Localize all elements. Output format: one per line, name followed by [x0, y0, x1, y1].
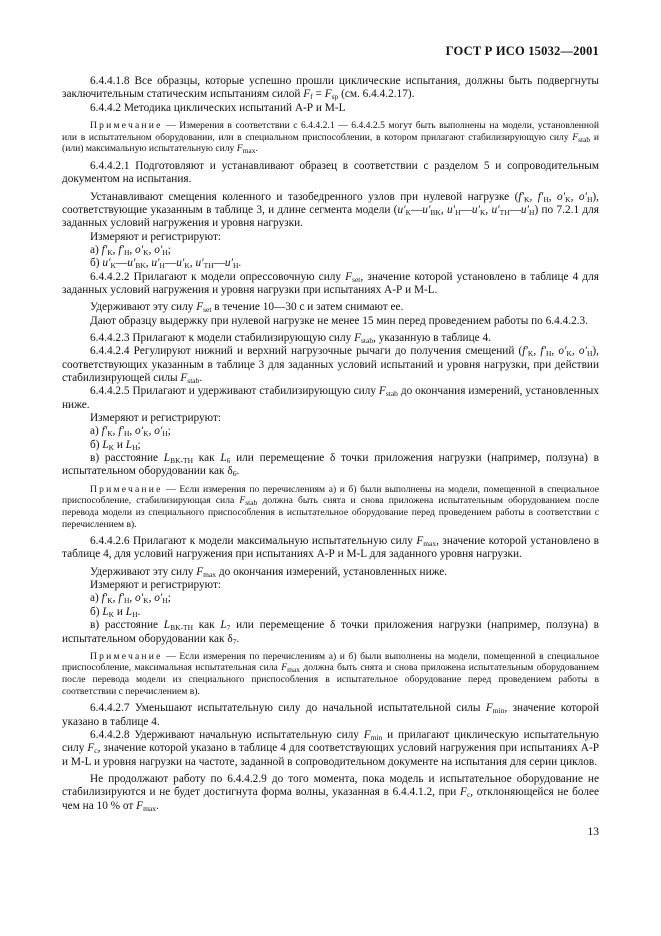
paragraph-hold-max: Удерживают эту силу $F_{max}$ до окончания измерений, установленных ниже.	[90, 565, 448, 579]
paragraph-6-4-4-2-2: 6.4.4.2.2 Прилагают к модели опрессовочную силу $F_{set}$, значение которой установлено в таблице 4 для заданных условий нагружения и уровня нагрузки при испытаниях А-Р и М-L.	[62, 270, 599, 296]
list-item-b-3: б) $L_K$ и $L_H$.	[90, 605, 141, 619]
paragraph-6-4-4-2-3: 6.4.4.2.3 Прилагают к модели стабилизирующую силу $F_{stab}$, указанную в таблице 4.	[90, 331, 491, 345]
paragraph-6-4-4-2-5: 6.4.4.2.5 Прилагают и удерживают стабилизирующую силу $F_{stab}$ до окончания измерений, установленных ниже.	[62, 385, 599, 411]
paragraph-6-4-4-2-8: 6.4.4.2.8 Удерживают начальную испытательную силу $F_{min}$ и прилагают циклическую испытательную силу $F_c$, значение которой указано в таблице 4 для соответствующих условий нагружения при испытаниях А-Р и М-L и уровня нагрузки на частоте, заданной в сопроводительном документе на испытания для серии циклов.	[62, 728, 600, 768]
paragraph-6-4-4-2-6: 6.4.4.2.6 Прилагают к модели максимальную испытательную силу $F_{max}$, значение которой установлено в таблице 4, для условий нагружения при испытаниях А-Р и М-L для заданного уровня нагрузки.	[62, 535, 599, 561]
list-item-a-1: а) $f'_K$, $f'_H$, $o'_K$, $o'_H$;	[90, 243, 171, 257]
measure-line-2: Измеряют и регистрируют:	[90, 412, 222, 424]
note-3: Примечание — Если измерения по перечислениям а) и б) были выполнены на модели, помещенной в специальное приспособление, максимальная испытательная сила $F_{max}$ должна быть снята и снова приложена испытательным оборудованием после перевода модели из специального приспособления в испытательное оборудование перед проведением работы в соответствии с перечислением в).	[62, 650, 599, 697]
paragraph-offsets: Устанавливают смещения коленного и тазобедренного узлов при нулевой нагрузке ($f'_K$, $f'_H$, $o'_K$, $o'_H$), соответствующие указанным в таблице 3, и длине сегмента модели ($u'_K—u'_{BK}$, $u'_H—u'_K$, $u'_{TH}—u'_H$) по 7.2.1 для заданных условий нагружения и уровня нагрузки.	[62, 190, 599, 230]
page-number: 13	[587, 826, 599, 838]
paragraph-6-4-4-2-1: 6.4.4.2.1 Подготовляют и устанавливают образец в соответствии с разделом 5 и сопроводительным документом на испытания.	[62, 159, 599, 186]
list-item-c-2: в) расстояние $L_{BK-TH}$ как $L_6$ или перемещение δ точки приложения нагрузки (например, ползуна) в испытательном оборудовании как $\delta_6$.	[62, 452, 599, 479]
paragraph-rest: Дают образцу выдержку при нулевой нагрузке не менее 15 мин перед проведением работы по 6.4.4.2.3.	[90, 314, 589, 327]
measure-line-3: Измеряют и регистрируют:	[90, 579, 222, 592]
paragraph-6-4-4-2-4: 6.4.4.2.4 Регулируют нижний и верхний нагрузочные рычаги до получения смещений ($f'_K$, $f'_H$, $o'_K$, $o'_H$), соответствующих указанным в таблице 3 для заданных условий испытаний и уровня нагрузки, при действии стабилизирующей силы $F_{stab}$.	[62, 345, 599, 385]
list-item-b-1: б) $u'_K—u'_{BK}$, $u'_H—u'_K$, $u'_{TH}—u'_H$.	[90, 257, 242, 271]
document-header: ГОСТ Р ИСО 15032—2001	[445, 44, 599, 58]
document-body	[62, 75, 599, 813]
paragraph-6-4-4-1-8: 6.4.4.1.8 Все образцы, которые успешно прошли циклические испытания, должны быть подвергнуты заключительным статическим испытаниям силой $F_f = F_{sp}$ (см. 6.4.4.2.17).	[62, 75, 599, 102]
paragraph-6-4-4-2-7: 6.4.4.2.7 Уменьшают испытательную силу до начальной испытательной силы $F_{min}$, значение которой указано в таблице 4.	[62, 702, 599, 728]
note-2: Примечание — Если измерения по перечислениям а) и б) были выполнены на модели, помещенной в специальное приспособление, стабилизирующая сила $F_{stab}$ должна быть снята и снова приложена испытательным оборудованием после перевода модели из специального приспособления в испытательное оборудование перед проведением работы в соответствии с перечислением в).	[62, 483, 599, 530]
list-item-a-3: а) $f'_K$, $f'_H$, $o'_K$, $o'_H$;	[90, 592, 171, 606]
section-title-6-4-4-2: 6.4.4.2 Методика циклических испытаний А-Р и М-L	[90, 101, 346, 114]
list-item-b-2: б) $L_K$ и $L_H$;	[90, 438, 141, 452]
measure-line-1: Измеряют и регистрируют:	[90, 230, 222, 243]
paragraph-final: Не продолжают работу по 6.4.4.2.9 до того момента, пока модель и испытательное оборудование не стабилизируются и не будет достигнута форма волны, указанная в 6.4.4.1.2, при $F_c$, отклоняющейся не более чем на 10 % от $F_{max}$.	[62, 772, 599, 813]
list-item-a-2: а) $f'_K$, $f'_H$, $o'_K$, $o'_H$;	[90, 425, 171, 439]
note-1: Примечание — Измерения в соответствии с 6.4.4.2.1 — 6.4.4.2.5 могут быть выполнены на модели, установленной или в испытательном оборудовании, или в специальном приспособлении, в котором прилагают стабилизирующую силу $F_{stab}$ и (или) максимальную испытательную силу $F_{max}$.	[62, 120, 599, 156]
paragraph-hold-force: Удерживают эту силу $F_{set}$ в течение 10—30 с и затем снимают ее.	[90, 301, 404, 315]
list-item-c-3: в) расстояние $L_{BK-TH}$ как $L_7$ или перемещение δ точки приложения нагрузки (например, ползуна) в испытательном оборудовании как $\delta_7$.	[62, 619, 599, 646]
